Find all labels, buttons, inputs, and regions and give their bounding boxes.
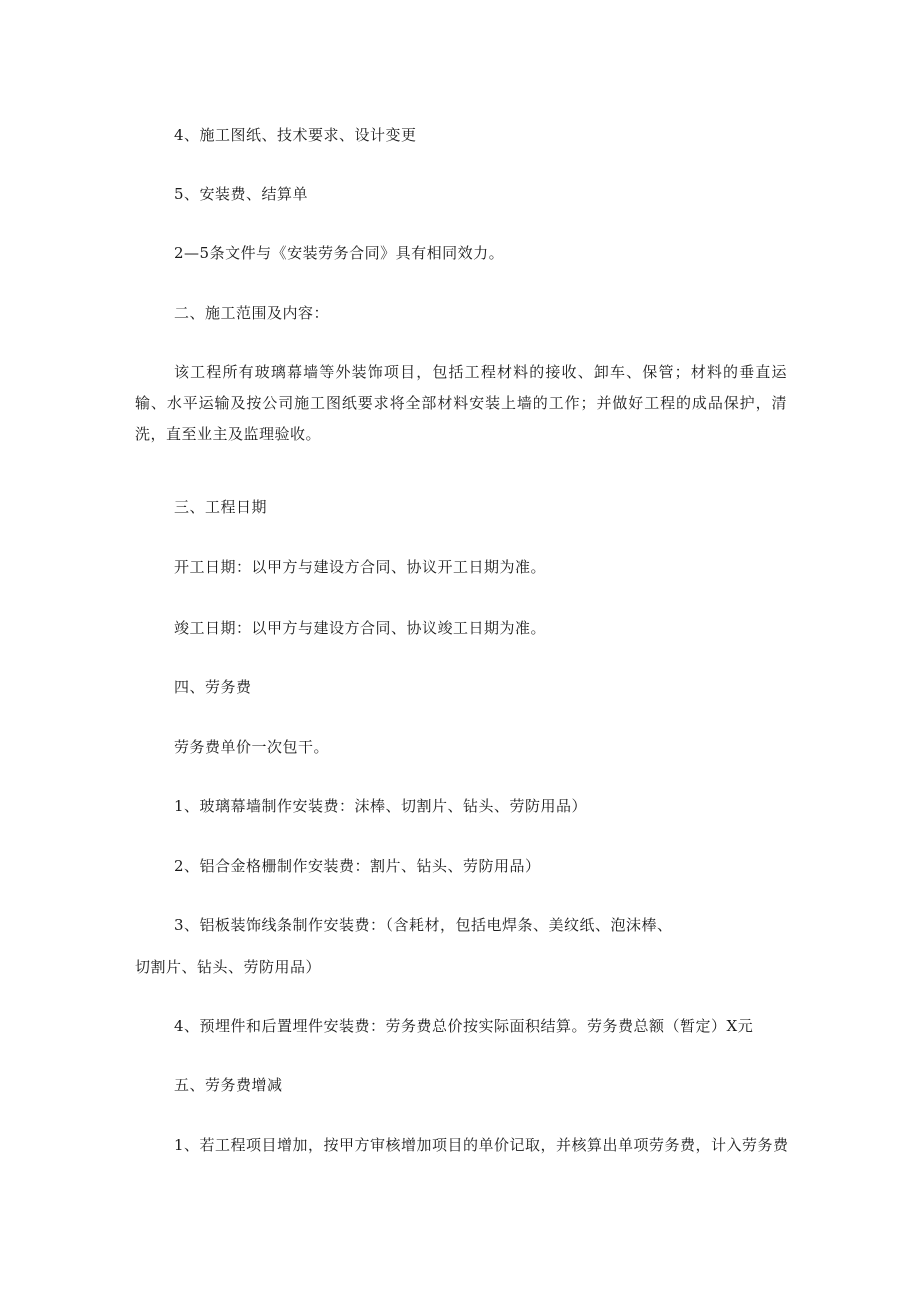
list-item-construction-drawings: 4、施工图纸、技术要求、设计变更 [174,126,417,144]
fee-item-embedded-parts: 4、预埋件和后置埋件安装费：劳务费总价按实际面积结算。劳务费总额（暂定）X元 [174,1017,754,1035]
section-heading-scope: 二、施工范围及内容： [174,304,330,322]
fee-item-aluminum-trim: 3、铝板装饰线条制作安装费：（含耗材，包括电焊条、美纹纸、泡沫棒、 [174,916,673,934]
section-heading-labor-fee: 四、劳务费 [174,678,252,696]
section-heading-fee-adjustment: 五、劳务费增减 [174,1076,283,1094]
fee-item-glass-curtain-wall: 1、玻璃幕墙制作安装费：沫棒、切割片、钻头、劳防用品） [174,797,588,815]
labor-fee-statement: 劳务费单价一次包干。 [174,738,330,756]
validity-statement: 2—5条文件与《安装劳务合同》具有相同效力。 [174,244,505,262]
section-heading-schedule: 三、工程日期 [174,498,268,516]
list-item-installation-fee: 5、安装费、结算单 [174,185,309,203]
fee-adjustment-item-1: 1、若工程项目增加，按甲方审核增加项目的单价记取，并核算出单项劳务费，计入劳务费 [174,1136,789,1154]
fee-item-aluminum-grille: 2、铝合金格栅制作安装费：割片、钻头、劳防用品） [174,857,541,875]
fee-item-aluminum-trim-continued: 切割片、钻头、劳防用品） [135,958,322,976]
completion-date-text: 竣工日期：以甲方与建设方合同、协议竣工日期为准。 [174,619,547,637]
start-date-text: 开工日期：以甲方与建设方合同、协议开工日期为准。 [174,558,547,576]
scope-paragraph: 该工程所有玻璃幕墙等外装饰项目，包括工程材料的接收、卸车、保管；材料的垂直运输、水平运输及按公司施工图纸要求将全部材料安装上墙的工作；并做好工程的成品保护，清洗，直至业主及监理验收。 [135,363,787,443]
